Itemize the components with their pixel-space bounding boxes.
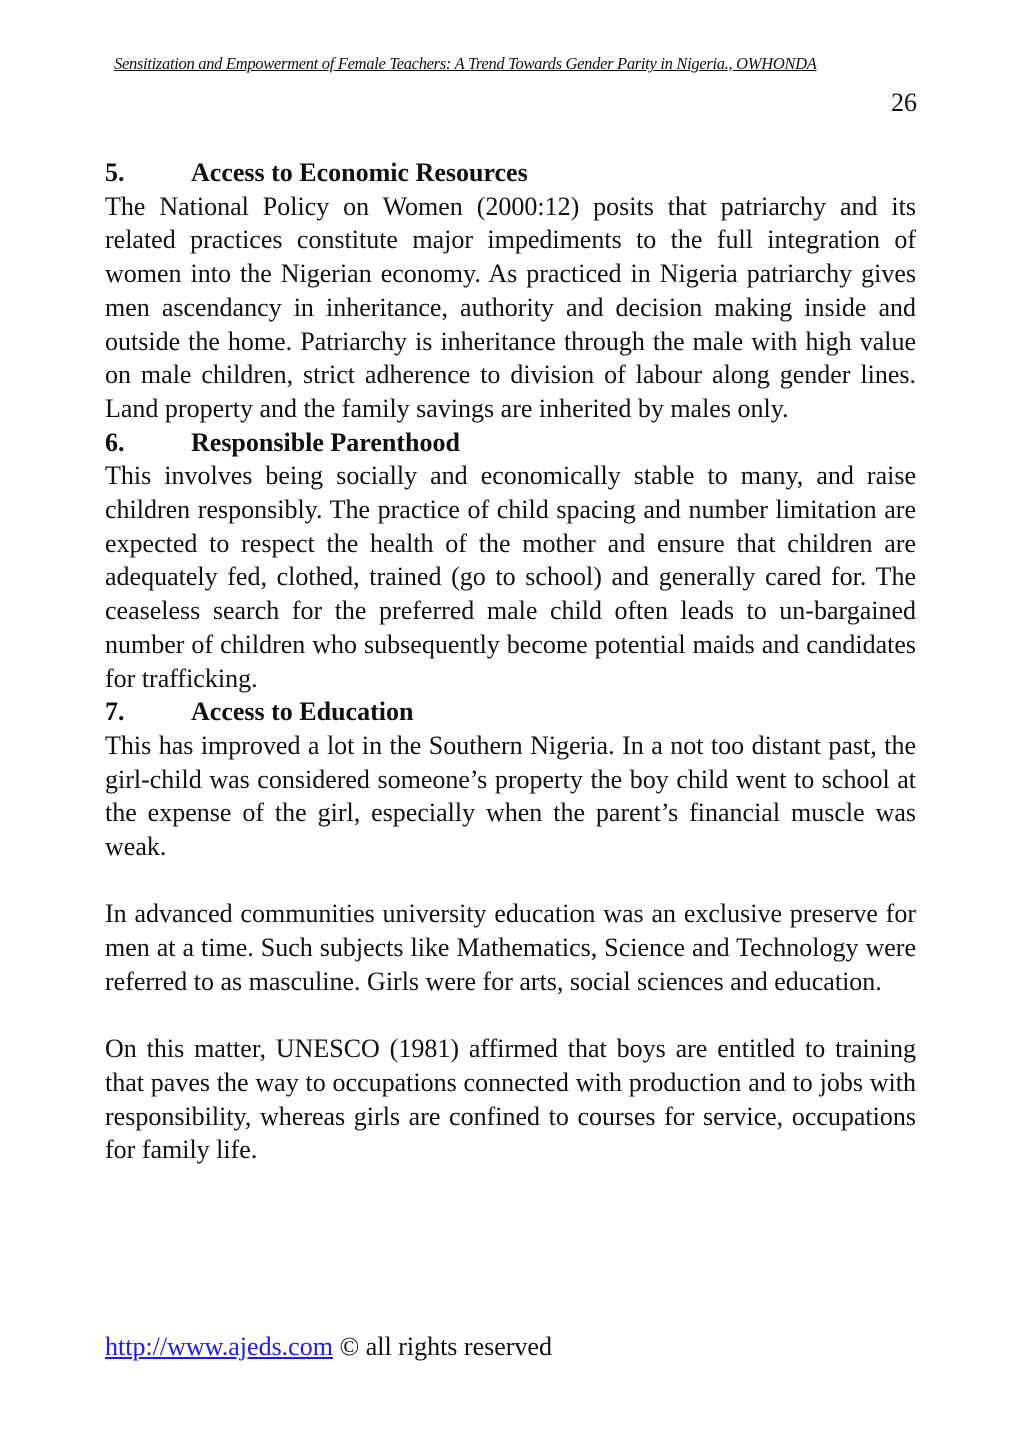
section-number: 5. xyxy=(105,158,125,187)
footer xyxy=(105,1332,552,1362)
section-number: 6. xyxy=(105,427,125,457)
section-number: 7. xyxy=(105,697,125,727)
section-title: Access to Education xyxy=(191,697,414,727)
paragraph: The National Policy on Women (2000:12) posits that patriarchy and its related practices constitute major impediments to the full integration of women into the Nigerian economy. As practiced in Nigeria patriarchy gives men ascendancy in inheritance, authority and decision making inside and outside the home. Patriarchy is inheritance through the male with high value on male children, strict adherence to division of labour along gender lines. Land property and the family savings are inherited by males only. xyxy=(105,191,916,423)
page-number: 26 xyxy=(891,88,917,117)
section-title: Responsible Parenthood xyxy=(191,427,460,457)
paragraph: On this matter, UNESCO (1981) affirmed that boys are entitled to training that paves the way to occupations connected with production and to jobs with responsibility, whereas girls are confined to courses for service, occupations for family life. xyxy=(105,1034,916,1165)
running-header: Sensitization and Empowerment of Female Teachers: A Trend Towards Gender Parity in Nigeria., OWHONDA xyxy=(114,54,817,73)
section-title: Access to Economic Resources xyxy=(191,158,528,187)
paragraph: This has improved a lot in the Southern Nigeria. In a not too distant past, the girl-child was considered someone’s property the boy child went to school at the expense of the girl, especially when the parent’s financial muscle was weak. xyxy=(105,730,916,862)
section-heading xyxy=(105,426,916,460)
document-body xyxy=(105,156,916,1167)
section-heading xyxy=(105,695,916,729)
copyright-text: © all rights reserved xyxy=(332,1332,552,1361)
section-heading xyxy=(105,156,916,190)
paragraph: This involves being socially and economically stable to many, and raise children responsibly. The practice of child spacing and number limitation are expected to respect the health of the mother and ensure that children are adequately fed, clothed, trained (go to school) and generally cared for. The ceaseless search for the preferred male child often leads to un-bargained number of children who subsequently become potential maids and candidates for trafficking. xyxy=(105,461,916,693)
website-link[interactable]: http://www.ajeds.com xyxy=(105,1332,333,1361)
paragraph: In advanced communities university education was an exclusive preserve for men at a time. Such subjects like Mathematics, Science and Technology were referred to as masculine. Girls were for arts, social sciences and education. xyxy=(105,899,916,996)
